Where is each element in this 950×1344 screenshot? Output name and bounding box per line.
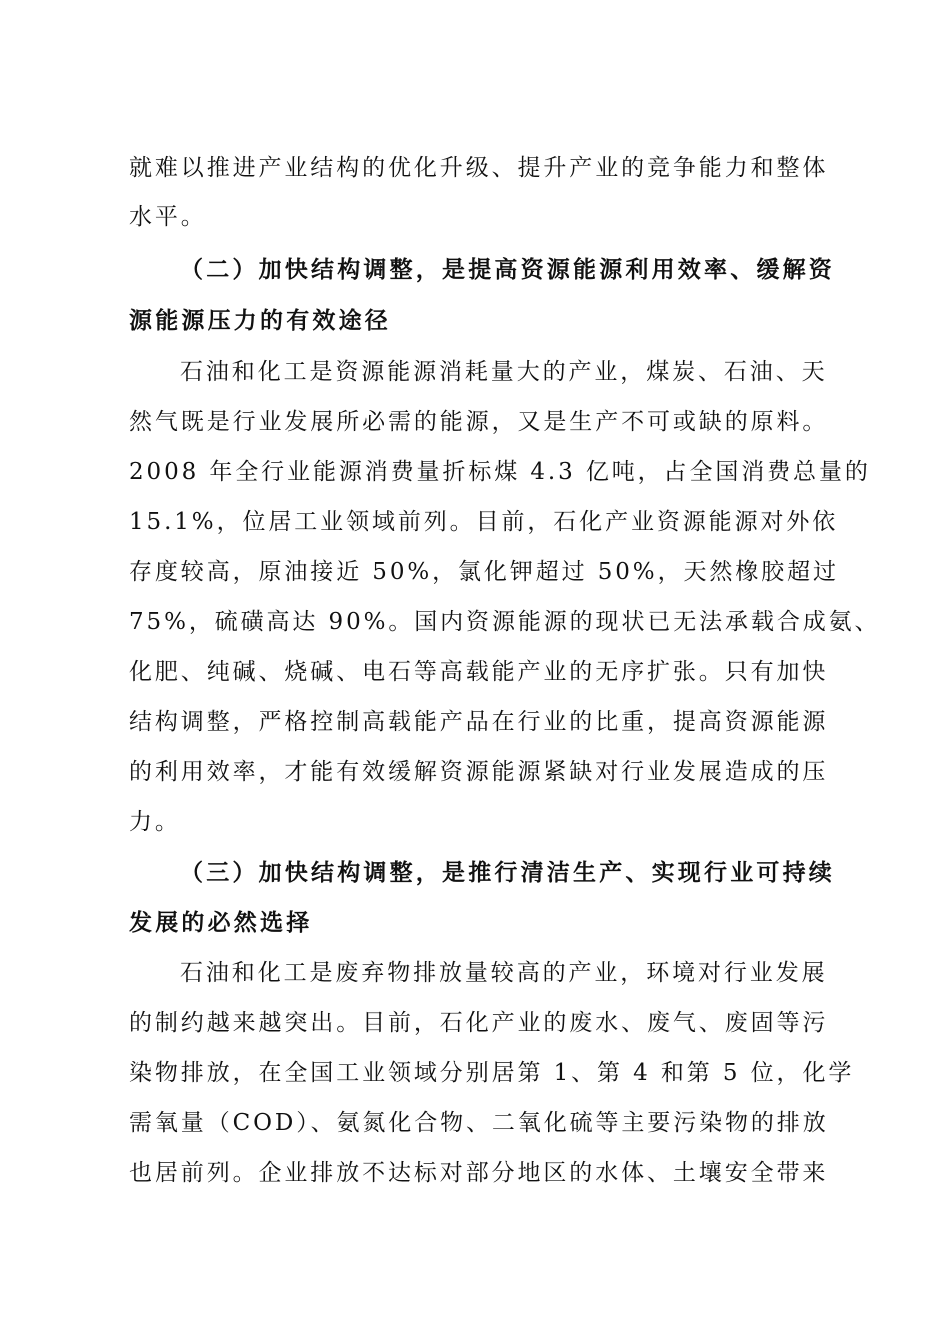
body-text-line: 也居前列。企业排放不达标对部分地区的水体、土壤安全带来 — [129, 1160, 829, 1186]
body-text-line: 就难以推进产业结构的优化升级、提升产业的竞争能力和整体 — [129, 155, 829, 181]
body-text-line: 15.1%，位居工业领域前列。目前，石化产业资源能源对外依 — [129, 509, 839, 535]
body-text-line: 石油和化工是资源能源消耗量大的产业，煤炭、石油、天 — [180, 359, 828, 385]
section-heading-2-line-2: 源能源压力的有效途径 — [129, 307, 391, 334]
body-text-line: 的制约越来越突出。目前，石化产业的废水、废气、废固等污 — [129, 1010, 829, 1036]
body-text-line: 石油和化工是废弃物排放量较高的产业，环境对行业发展 — [180, 960, 828, 986]
body-text-line: 的利用效率，才能有效缓解资源能源紧缺对行业发展造成的压 — [129, 759, 829, 785]
body-text-line: 需氧量（COD）、氨氮化合物、二氧化硫等主要污染物的排放 — [129, 1110, 829, 1136]
section-heading-2-line-1: （二）加快结构调整，是提高资源能源利用效率、缓解资 — [180, 256, 835, 283]
body-text-line: 存度较高，原油接近 50%，氯化钾超过 50%，天然橡胶超过 — [129, 559, 839, 585]
body-text-line: 力。 — [129, 809, 181, 835]
section-heading-3-line-2: 发展的必然选择 — [129, 909, 313, 936]
body-text-line: 2008 年全行业能源消费量折标煤 4.3 亿吨，占全国消费总量的 — [129, 459, 871, 485]
body-text-line: 化肥、纯碱、烧碱、电石等高载能产业的无序扩张。只有加快 — [129, 659, 829, 685]
body-text-line: 75%，硫磺高达 90%。国内资源能源的现状已无法承载合成氨、 — [129, 609, 881, 635]
body-text-line: 结构调整，严格控制高载能产品在行业的比重，提高资源能源 — [129, 709, 829, 735]
section-heading-3-line-1: （三）加快结构调整，是推行清洁生产、实现行业可持续 — [180, 859, 835, 886]
body-text-line: 水平。 — [129, 204, 207, 230]
body-text-line: 染物排放，在全国工业领域分别居第 1、第 4 和第 5 位，化学 — [129, 1060, 855, 1086]
body-text-line: 然气既是行业发展所必需的能源，又是生产不可或缺的原料。 — [129, 409, 829, 435]
